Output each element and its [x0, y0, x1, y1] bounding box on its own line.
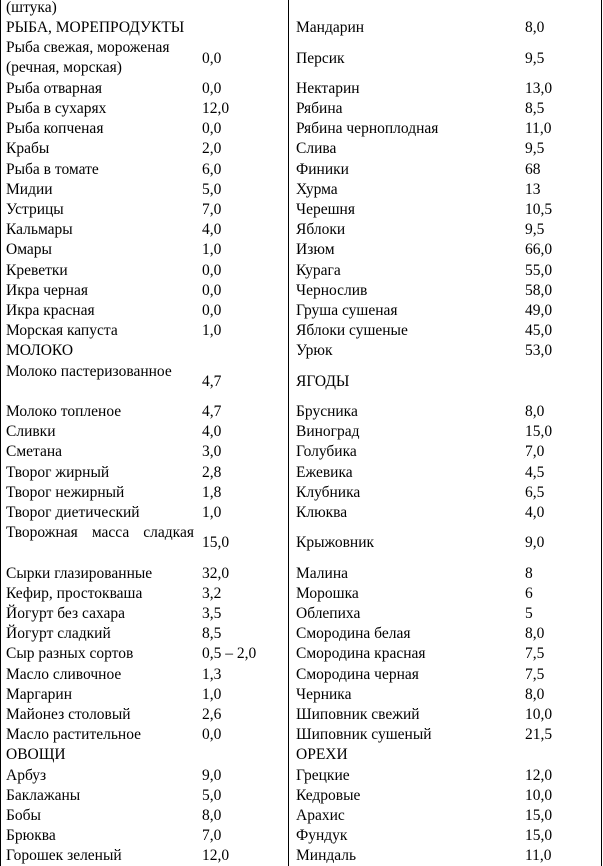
- row-name: Виноград: [296, 423, 360, 441]
- row-value: 1,0: [202, 504, 222, 521]
- row-value: 4,0: [525, 504, 545, 521]
- row-value: 8,0: [525, 625, 545, 643]
- row-name: Сливки: [6, 423, 56, 441]
- row-value: 68: [525, 160, 541, 178]
- row-value: 0,0: [202, 302, 222, 319]
- row-name: Шиповник свежий: [296, 706, 420, 723]
- row-value: 8,5: [525, 100, 545, 117]
- row-value: 1,3: [202, 665, 222, 683]
- row-name: Яблоки сушеные: [296, 322, 408, 340]
- row-value: 15,0: [202, 534, 230, 552]
- row-name: Кефир, простокваша: [6, 584, 143, 602]
- row-value: 4,0: [202, 221, 222, 239]
- row-name: Смородина черная: [296, 665, 419, 683]
- row-name: МОЛОКО: [6, 342, 74, 360]
- row-name: Устрицы: [6, 201, 64, 218]
- row-value: 11,0: [525, 120, 552, 138]
- row-value: 8,0: [525, 19, 545, 37]
- row-value: 10,5: [525, 201, 553, 218]
- row-value: 1,0: [202, 241, 222, 259]
- row-name: Морская капуста: [6, 322, 118, 340]
- row-name: РЫБА, МОРЕПРОДУКТЫ: [6, 19, 185, 37]
- row-value: 5,0: [202, 180, 222, 198]
- row-name: Йогурт без сахара: [6, 605, 125, 622]
- row-name: ЯГОДЫ: [296, 372, 350, 390]
- left-border: [0, 0, 1, 866]
- row-value: 5: [525, 605, 533, 622]
- row-value: 0,0: [202, 79, 222, 97]
- row-value: 8,5: [202, 625, 222, 643]
- row-value: 3,0: [202, 443, 222, 461]
- row-value: 3,5: [202, 605, 222, 622]
- row-name: Бобы: [6, 807, 41, 824]
- row-name: Икра красная: [6, 302, 95, 319]
- row-name: Малина: [296, 564, 349, 582]
- row-name: Персик: [296, 49, 345, 67]
- row-name: Хурма: [296, 180, 338, 198]
- row-value: 0,0: [202, 261, 222, 279]
- row-name: Арахис: [296, 807, 345, 824]
- row-name: Кальмары: [6, 221, 73, 239]
- row-name: Яблоки: [296, 221, 346, 239]
- row-value: 7,5: [525, 665, 545, 683]
- row-value: 6,0: [202, 160, 222, 178]
- row-value: 6: [525, 584, 533, 602]
- row-value: 10,0: [525, 706, 553, 723]
- right-border: [601, 0, 602, 866]
- row-name: Майонез столовый: [6, 706, 131, 723]
- row-name: Мандарин: [296, 19, 365, 37]
- row-value: 2,8: [202, 463, 222, 481]
- row-name: Клюква: [296, 504, 348, 521]
- row-name: Чернослив: [296, 281, 368, 299]
- row-name: Крыжовник: [296, 534, 375, 552]
- row-name: Рябина: [296, 100, 343, 117]
- row-name: Фундук: [296, 827, 348, 845]
- row-value: 7,0: [525, 443, 545, 461]
- row-name: Морошка: [296, 584, 359, 602]
- row-value: 2,0: [202, 140, 222, 158]
- row-name: Арбуз: [6, 766, 47, 784]
- row-name: (штука): [6, 0, 57, 16]
- row-name: Курага: [296, 261, 341, 279]
- row-name: Баклажаны: [6, 786, 81, 804]
- row-value: 9,5: [525, 140, 545, 158]
- center-divider: [288, 0, 289, 866]
- row-name: Масло растительное: [6, 726, 142, 744]
- row-name: Йогурт сладкий: [6, 625, 111, 643]
- row-value: 0,0: [202, 49, 222, 67]
- row-value: 12,0: [202, 100, 230, 117]
- row-value: 8: [525, 564, 533, 582]
- row-name: Молоко топленое: [6, 403, 122, 420]
- row-name: Рыба свежая, мороженая (речная, морская): [6, 39, 170, 77]
- row-name: Омары: [6, 241, 52, 259]
- row-value: 15,0: [525, 807, 553, 824]
- row-value: 4,0: [202, 423, 222, 441]
- row-value: 7,0: [202, 201, 222, 218]
- row-value: 13,0: [525, 79, 553, 97]
- row-name: Сыр разных сортов: [6, 645, 134, 663]
- row-name: Молоко пастеризованное: [6, 362, 172, 380]
- row-name: Черника: [296, 685, 352, 703]
- row-value: 58,0: [525, 281, 553, 299]
- row-value: 32,0: [202, 564, 230, 582]
- row-value: 5,0: [202, 786, 222, 804]
- row-value: 53,0: [525, 342, 553, 360]
- row-name: Урюк: [296, 342, 333, 360]
- row-name: Крабы: [6, 140, 50, 158]
- row-value: 55,0: [525, 261, 553, 279]
- row-value: 9,5: [525, 49, 545, 67]
- row-value: 66,0: [525, 241, 553, 259]
- row-name: Нектарин: [296, 79, 360, 97]
- row-name: Брусника: [296, 403, 358, 420]
- row-name: Миндаль: [296, 847, 357, 865]
- row-name: ОРЕХИ: [296, 746, 348, 764]
- row-value: 0,5 – 2,0: [202, 645, 257, 663]
- row-value: 9,5: [525, 221, 545, 239]
- row-value: 0,0: [202, 120, 222, 138]
- row-name: Икра черная: [6, 281, 88, 299]
- row-name: Мидии: [6, 180, 53, 198]
- row-name: Рыба копченая: [6, 120, 104, 138]
- row-name: Креветки: [6, 261, 68, 279]
- row-name: Рыба в томате: [6, 160, 99, 178]
- row-value: 8,0: [525, 403, 545, 420]
- row-name: ОВОЩИ: [6, 746, 66, 764]
- row-name: Творог жирный: [6, 463, 110, 481]
- row-value: 49,0: [525, 302, 553, 319]
- row-name: Слива: [296, 140, 337, 158]
- row-value: 1,0: [202, 322, 222, 340]
- row-name: Рябина черноплодная: [296, 120, 439, 138]
- row-value: 1,0: [202, 685, 222, 703]
- row-value: 4,5: [525, 463, 545, 481]
- row-name: Рыба отварная: [6, 79, 103, 97]
- row-name: Груша сушеная: [296, 302, 398, 319]
- row-value: 12,0: [525, 766, 553, 784]
- row-name: Сметана: [6, 443, 63, 461]
- row-value: 7,0: [202, 827, 222, 845]
- row-value: 0,0: [202, 726, 222, 744]
- row-name: Творог нежирный: [6, 483, 125, 501]
- row-value: 0,0: [202, 281, 222, 299]
- row-name: Маргарин: [6, 685, 72, 703]
- row-value: 9,0: [202, 766, 222, 784]
- row-value: 3,2: [202, 584, 222, 602]
- row-name: Грецкие: [296, 766, 350, 784]
- row-name: Творожная масса сладкая: [6, 524, 194, 542]
- row-name: Шиповник сушеный: [296, 726, 432, 744]
- row-name: Облепиха: [296, 605, 361, 622]
- row-name: Клубника: [296, 483, 361, 501]
- row-value: 13: [525, 180, 541, 198]
- row-name: Творог диетический: [6, 504, 140, 521]
- row-value: 8,0: [202, 807, 222, 824]
- row-name: Черешня: [296, 201, 355, 218]
- row-name: Кедровые: [296, 786, 361, 804]
- row-value: 15,0: [525, 423, 553, 441]
- row-name: Горошек зеленый: [6, 847, 122, 865]
- row-name: Голубика: [296, 443, 357, 461]
- row-name: Изюм: [296, 241, 335, 259]
- row-name: Финики: [296, 160, 349, 178]
- row-name: Ежевика: [296, 463, 353, 481]
- row-value: 2,6: [202, 706, 222, 723]
- row-name: Масло сливочное: [6, 665, 122, 683]
- row-value: 11,0: [525, 847, 552, 865]
- row-value: 4,7: [202, 372, 222, 390]
- row-name: Рыба в сухарях: [6, 100, 107, 117]
- row-value: 7,5: [525, 645, 545, 663]
- row-name: Брюква: [6, 827, 56, 845]
- row-value: 1,8: [202, 483, 222, 501]
- row-value: 45,0: [525, 322, 553, 340]
- row-name: Сырки глазированные: [6, 564, 153, 582]
- row-value: 10,0: [525, 786, 553, 804]
- row-value: 4,7: [202, 403, 222, 420]
- row-name: Смородина белая: [296, 625, 411, 643]
- row-name: Смородина красная: [296, 645, 426, 663]
- row-value: 12,0: [202, 847, 230, 865]
- row-value: 21,5: [525, 726, 553, 744]
- row-value: 9,0: [525, 534, 545, 552]
- row-value: 6,5: [525, 483, 545, 501]
- row-value: 8,0: [525, 685, 545, 703]
- row-value: 15,0: [525, 827, 553, 845]
